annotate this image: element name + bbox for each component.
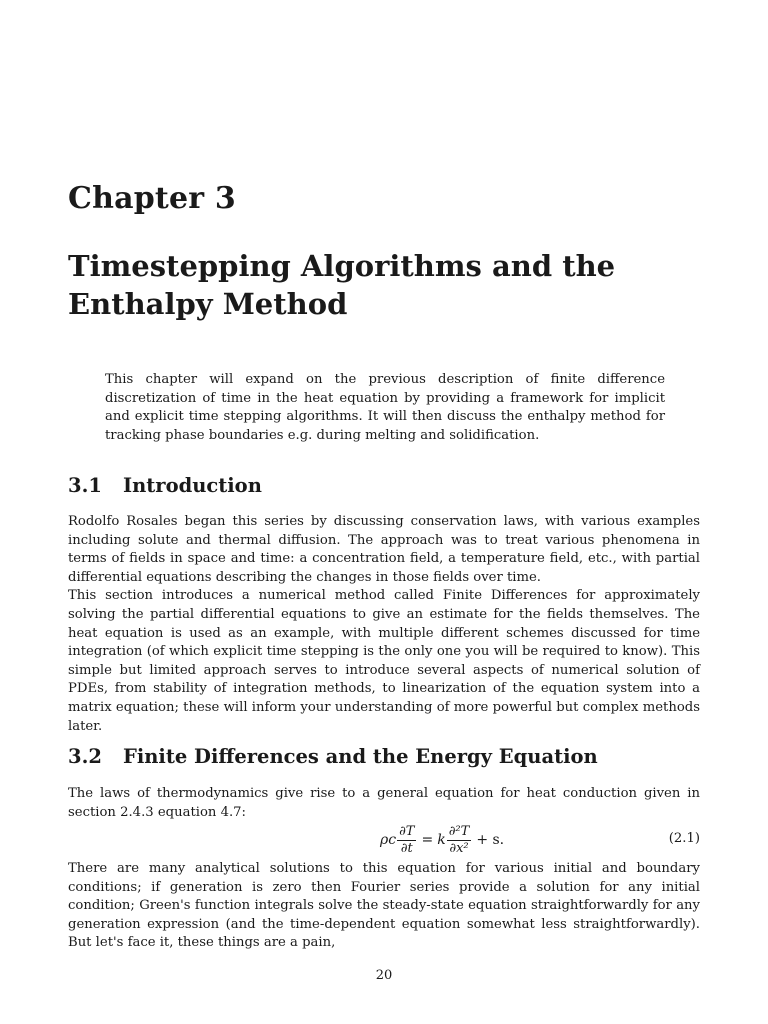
fraction-numerator: ∂T bbox=[399, 823, 415, 839]
page-number: 20 bbox=[375, 968, 393, 983]
equation-source-term: + s. bbox=[476, 832, 505, 848]
equation-lhs-coefficient: ρc bbox=[380, 832, 397, 848]
equation-rhs-coefficient: k bbox=[437, 832, 446, 848]
section-heading-introduction bbox=[68, 474, 262, 497]
section-title: Introduction bbox=[123, 474, 262, 497]
heat-equation bbox=[68, 820, 700, 860]
energy-equation-intro bbox=[68, 785, 700, 822]
chapter-abstract: This chapter will expand on the previous description of finite difference discretization of time in the heat equation by providing a framework for implicit and explicit time stepping algorithms. It will then discuss the enthalpy method for tracking phase boundaries e.g. during melting and solidification. bbox=[105, 372, 665, 443]
paragraph: The laws of thermodynamics give rise to a general equation for heat conduction given in section 2.4.3 equation 4.7: bbox=[68, 786, 700, 820]
chapter-title: Timestepping Algorithms and the Enthalpy Method bbox=[68, 249, 616, 321]
analytical-solutions-paragraph bbox=[68, 860, 700, 953]
section-number: 3.2 bbox=[68, 745, 102, 768]
introduction-body bbox=[68, 513, 700, 736]
section-heading-finite-differences bbox=[68, 745, 598, 768]
section-number: 3.1 bbox=[68, 474, 102, 497]
chapter-label: Chapter 3 bbox=[68, 181, 236, 216]
equation-number: (2.1) bbox=[668, 831, 700, 846]
fraction-denominator: ∂t bbox=[400, 840, 413, 856]
section-title: Finite Differences and the Energy Equation bbox=[123, 745, 598, 768]
equation-equals: = bbox=[421, 832, 434, 848]
paragraph: Rodolfo Rosales began this series by discussing conservation laws, with various examples including solute and thermal diffusion. The approach was to treat various phenomena in terms of fields in space and time: a concentration field, a temperature field, etc., with partial differential equations describing the changes in those fields over time. bbox=[68, 514, 700, 585]
equation-time-derivative bbox=[397, 824, 416, 857]
paragraph: This section introduces a numerical method called Finite Differences for approximately solving the partial differential equations to give an estimate for the fields themselves. The heat equation is used as an example, with multiple different schemes discussed for time integration (of which explicit time stepping is the only one you will be required to know). This simple but limited approach serves to introduce several aspects of numerical solution of PDEs, from stability of integration methods, to linearization of the equation system into a matrix equation; these will inform your understanding of more powerful but complex methods later. bbox=[68, 588, 700, 734]
paragraph: There are many analytical solutions to this equation for various initial and boundary conditions; if generation is zero then Fourier series provide a solution for any initial condition; Green's function integrals solve the steady-state equation straightforwardly for any generation expression (and the time-dependent equation somewhat less straightforwardly). But let's face it, these things are a pain, bbox=[68, 861, 700, 951]
equation-body bbox=[380, 820, 508, 860]
fraction-numerator: ∂²T bbox=[448, 823, 470, 839]
fraction-denominator: ∂x² bbox=[449, 840, 469, 856]
equation-space-derivative bbox=[447, 824, 472, 857]
